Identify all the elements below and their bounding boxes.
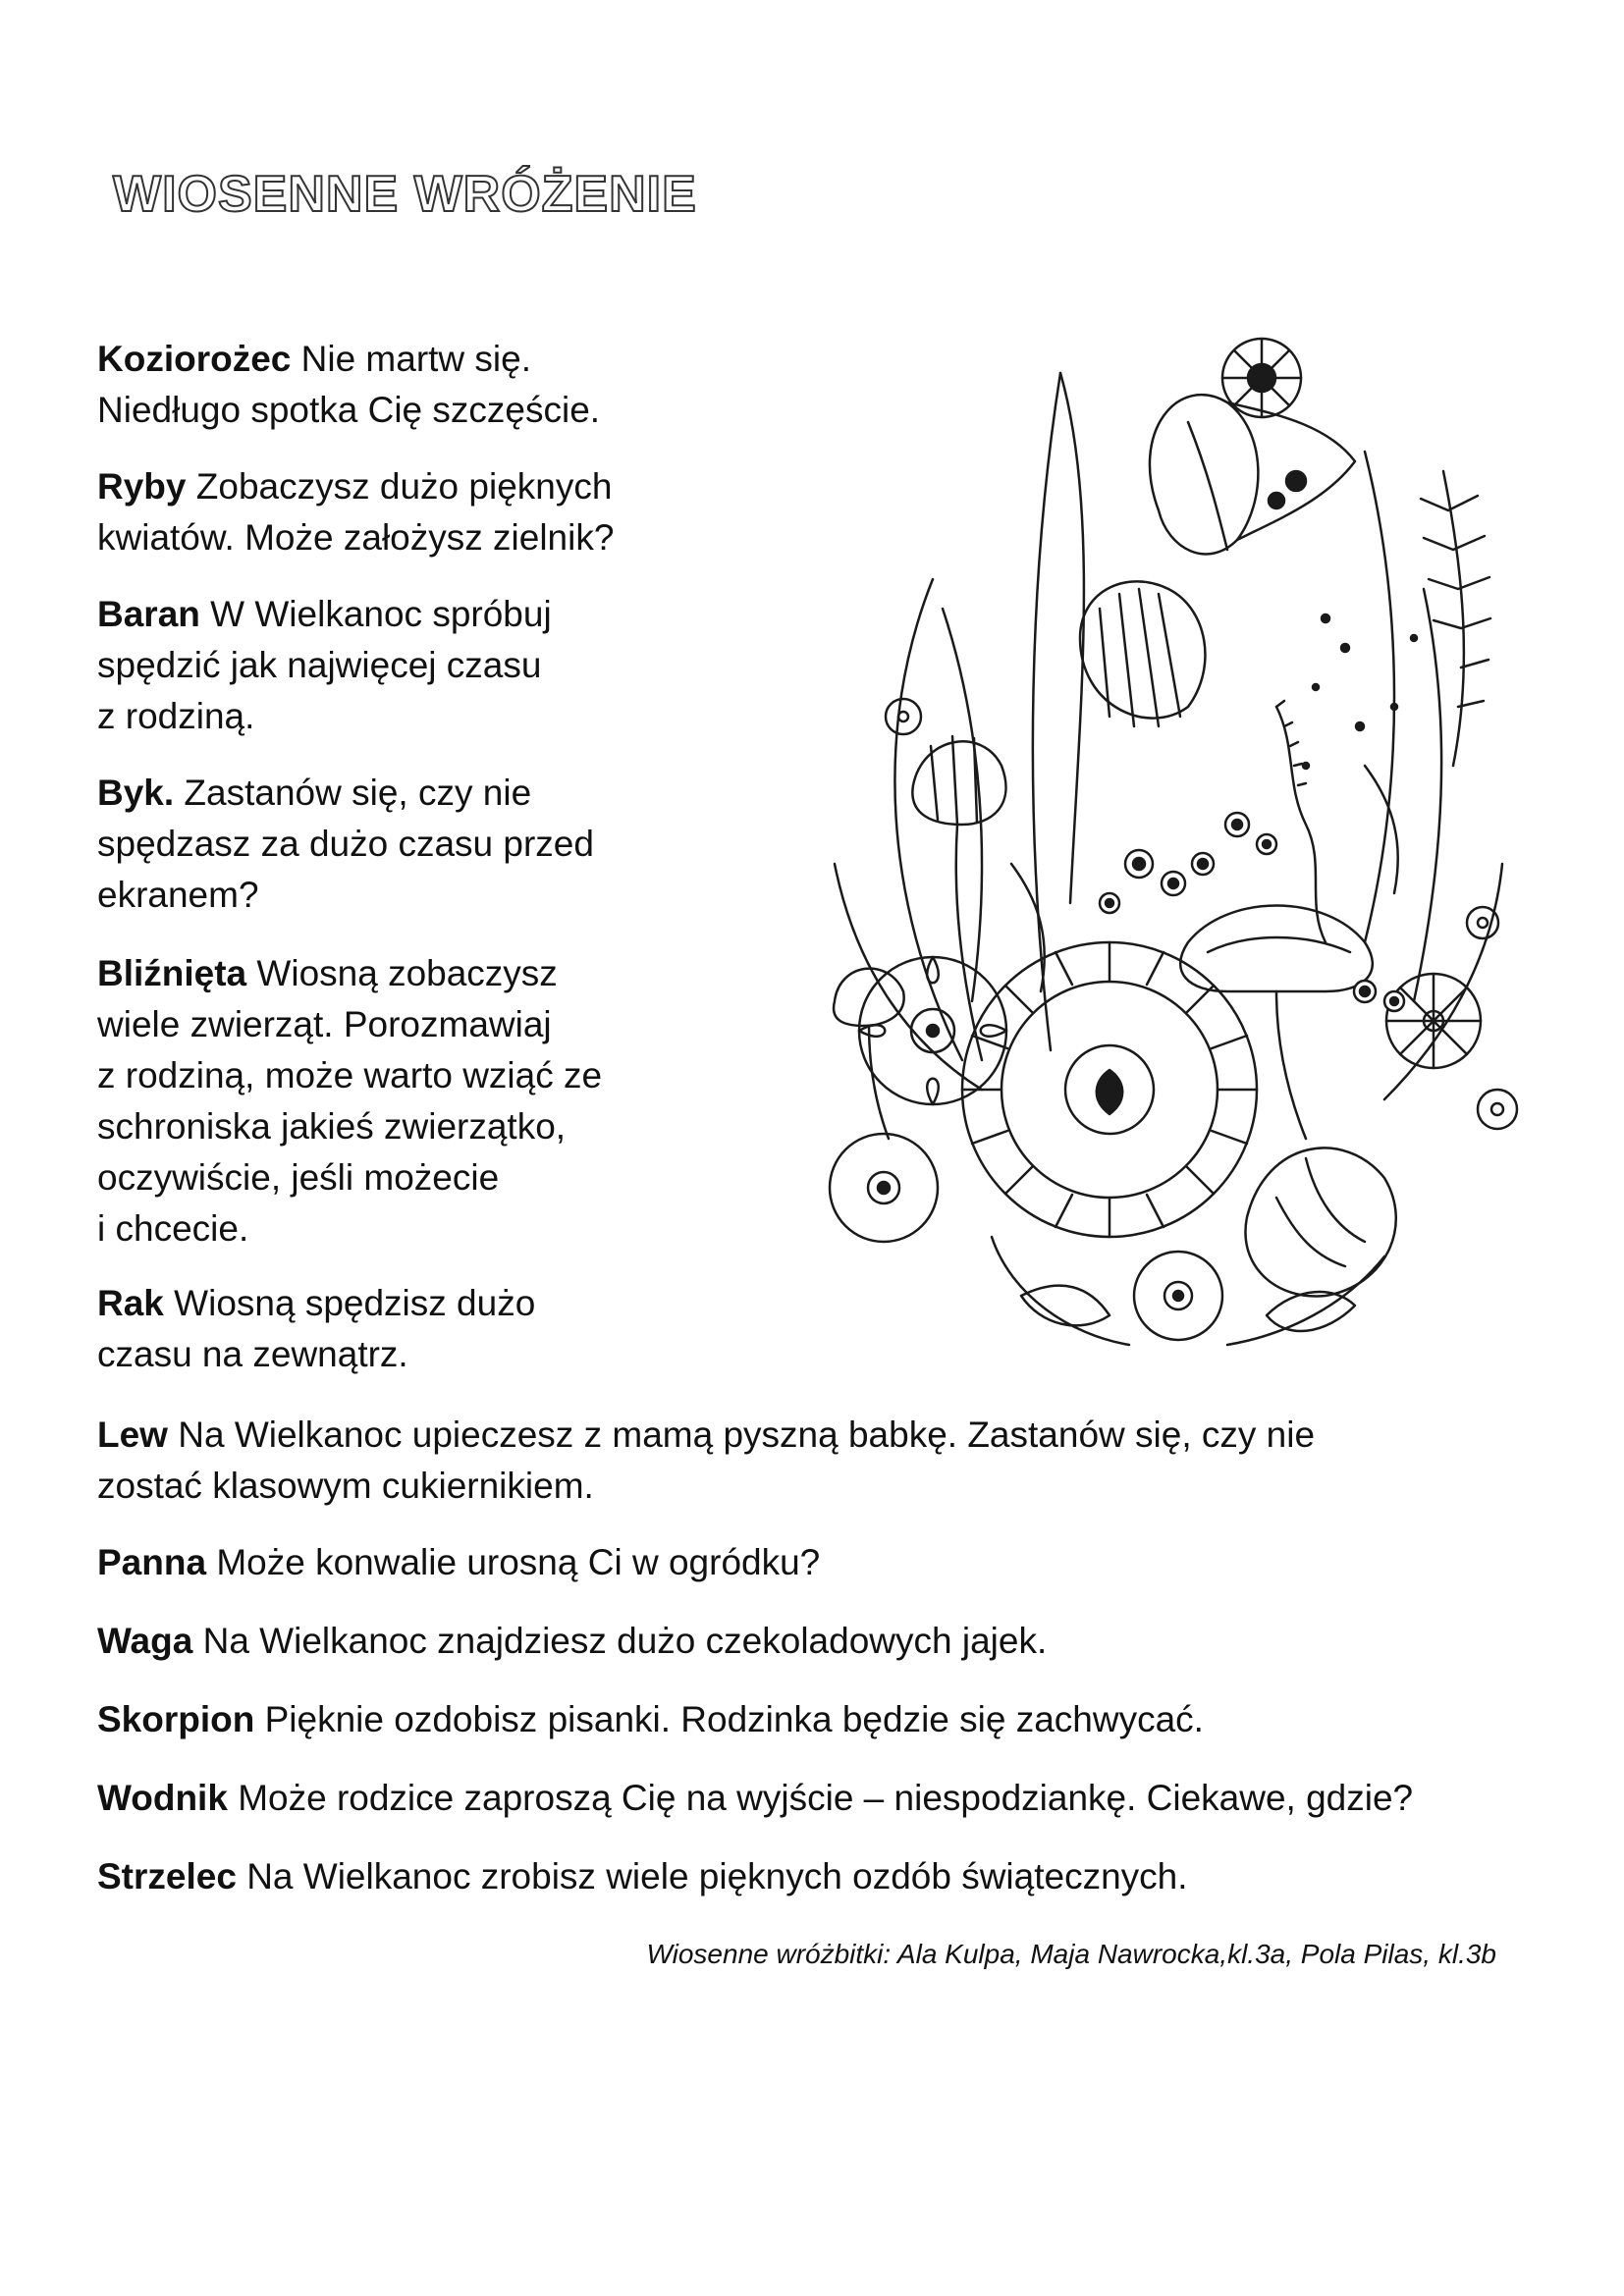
entry-text: Na Wielkanoc zrobisz wiele pięknych ozdób świątecznych. (236, 1856, 1188, 1896)
horoscope-entry-pisces (97, 461, 614, 563)
horoscope-entry-cancer (97, 1278, 535, 1380)
entry-text: oczywiście, jeśli możecie (97, 1157, 500, 1198)
wheel-flower-icon (1222, 339, 1301, 417)
sign-name: Rak (97, 1283, 164, 1323)
horoscope-entry-virgo (97, 1537, 820, 1588)
horoscope-entry-aries (97, 589, 552, 742)
entry-text: Wiosną zobaczysz (246, 953, 558, 993)
horoscope-entry-scorpio (97, 1694, 1204, 1745)
entry-text: Zobaczysz dużo pięknych (186, 466, 613, 507)
sign-name: Koziorożec (97, 339, 292, 379)
entry-text: kwiatów. Może założysz zielnik? (97, 517, 615, 558)
entry-text: Na Wielkanoc upieczesz z mamą pyszną babkę. Zastanów się, czy nie (167, 1415, 1316, 1455)
entry-text: wiele zwierząt. Porozmawiaj (97, 1004, 552, 1044)
entry-text: Niedługo spotka Cię szczęście. (97, 390, 601, 430)
sign-name: Skorpion (97, 1699, 255, 1739)
sign-name: Bliźnięta (97, 953, 247, 993)
petal-flower-icon (859, 957, 1006, 1104)
sign-name: Strzelec (97, 1856, 237, 1896)
entry-text: Pięknie ozdobisz pisanki. Rodzinka będzie się zachwycać. (254, 1699, 1204, 1739)
entry-text: Zastanów się, czy nie (174, 773, 532, 813)
entry-text: ekranem? (97, 875, 259, 915)
entry-text: Wiosną spędzisz dużo (163, 1283, 536, 1323)
entry-text: Może rodzice zaproszą Cię na wyjście – niespodziankę. Ciekawe, gdzie? (227, 1778, 1414, 1818)
entry-text: Może konwalie urosną Ci w ogródku? (206, 1542, 821, 1582)
sign-name: Ryby (97, 466, 187, 507)
daisy-flower-icon (962, 942, 1257, 1237)
page-title: WIOSENNE WRÓŻENIE (113, 166, 697, 223)
credits: Wiosenne wróżbitki: Ala Kulpa, Maja Nawrocka,kl.3a, Pola Pilas, kl.3b (646, 1939, 1496, 1969)
sign-name: Byk. (97, 773, 175, 813)
horoscope-entry-aquarius (97, 1773, 1413, 1824)
sign-name: Baran (97, 594, 200, 634)
entry-text: Na Wielkanoc znajdziesz dużo czekoladowych jajek. (192, 1621, 1048, 1661)
horoscope-entry-leo (97, 1410, 1315, 1512)
entry-text: z rodziną, może warto wziąć ze (97, 1055, 603, 1095)
sign-name: Panna (97, 1542, 207, 1582)
horoscope-entry-capricorn (97, 334, 600, 436)
horoscope-entry-gemini (97, 948, 602, 1255)
entry-text: spędzić jak najwięcej czasu (97, 645, 542, 685)
horoscope-entry-sagittarius (97, 1851, 1188, 1902)
entry-text: W Wielkanoc spróbuj (199, 594, 552, 634)
sign-name: Waga (97, 1621, 193, 1661)
horoscope-entry-taurus (97, 768, 594, 921)
entry-text: schroniska jakieś zwierzątko, (97, 1106, 567, 1147)
sign-name: Lew (97, 1415, 168, 1455)
entry-text: spędzasz za dużo czasu przed (97, 824, 594, 864)
sign-name: Wodnik (97, 1778, 228, 1818)
wheel-flower-icon (1386, 974, 1481, 1068)
entry-text: Nie martw się. (291, 339, 532, 379)
entry-text: z rodziną. (97, 696, 255, 736)
entry-text: czasu na zewnątrz. (97, 1334, 408, 1374)
entry-text: zostać klasowym cukiernikiem. (97, 1466, 594, 1506)
entry-text: i chcecie. (97, 1208, 249, 1249)
floral-bouquet-icon (815, 314, 1542, 1394)
bottom-flower-icon (1134, 1252, 1222, 1340)
horoscope-entry-libra (97, 1616, 1047, 1667)
